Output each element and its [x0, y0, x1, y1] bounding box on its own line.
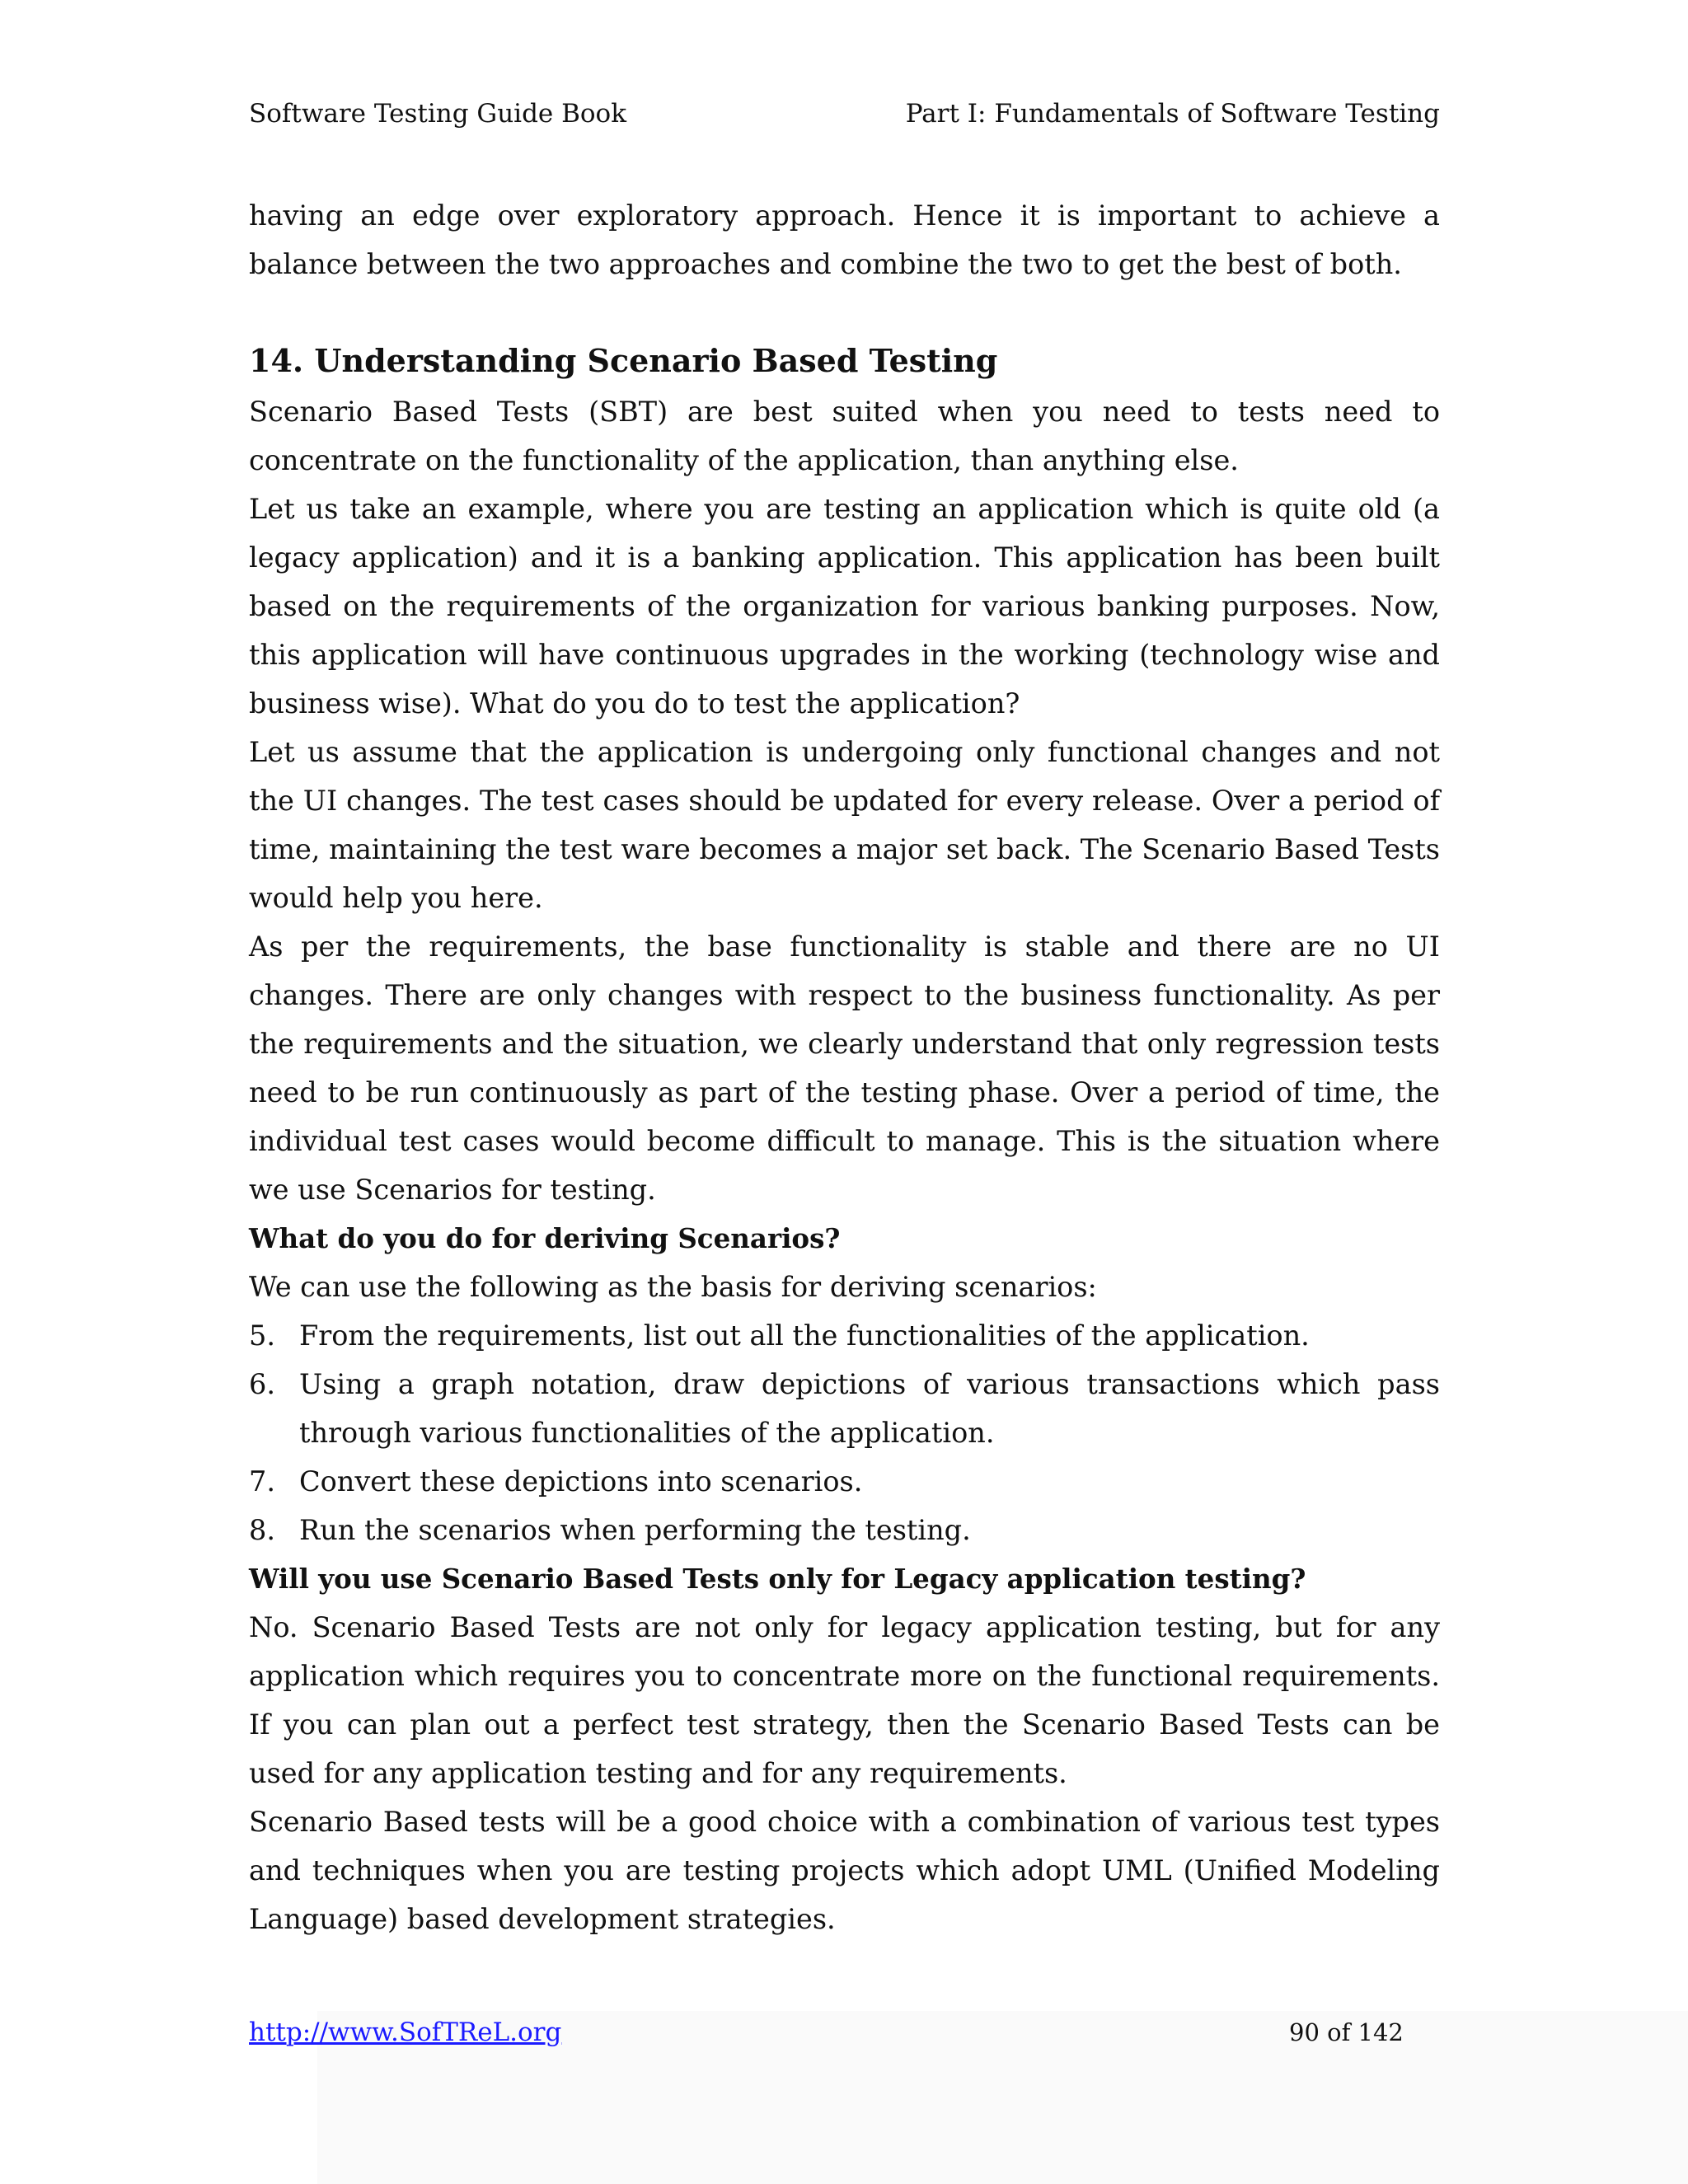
list-item — [249, 1457, 1440, 1506]
body-paragraph: Scenario Based Tests (SBT) are best suited when you need to tests need to concentrate on the functionality of the application, than anything else. — [249, 396, 1440, 476]
question-heading: What do you do for deriving Scenarios? — [249, 1222, 841, 1254]
list-intro: We can use the following as the basis for deriving scenarios: — [249, 1271, 1097, 1303]
body-paragraph: No. Scenario Based Tests are not only for legacy application testing, but for any application which requires you to concentrate more on the functional requirements. If you can plan out a perfect test strategy, then the Scenario Based Tests can be used for any application testing and for any requirements. — [249, 1611, 1440, 1789]
header-book-title: Software Testing Guide Book — [249, 99, 627, 129]
list-item — [249, 1360, 1440, 1457]
list-number: 7. — [249, 1465, 275, 1497]
body-paragraph: As per the requirements, the base functionality is stable and there are no UI changes. There are only changes with respect to the business functionality. As per the requirements and the situation, we clearly understand that only regression tests need to be run continuously as part of the testing phase. Over a period of time, the individual test cases would become difficult to manage. This is the situation where we use Scenarios for testing. — [249, 930, 1440, 1206]
footer-page-number: 90 of 142 — [1289, 2018, 1404, 2046]
list-item — [249, 1506, 1440, 1554]
list-number: 8. — [249, 1514, 275, 1546]
question-heading: Will you use Scenario Based Tests only for Legacy application testing? — [249, 1563, 1306, 1595]
list-text: Run the scenarios when performing the testing. — [299, 1514, 971, 1546]
intro-paragraph: having an edge over exploratory approach. Hence it is important to achieve a balance between the two approaches and combine the two to get the best of both. — [249, 199, 1440, 280]
footer-website-link[interactable]: http://www.SofTReL.org — [249, 2018, 562, 2047]
scenario-steps-list — [249, 1311, 1440, 1554]
list-number: 5. — [249, 1319, 275, 1352]
body-paragraph: Let us take an example, where you are testing an application which is quite old (a legacy application) and it is a banking application. This application has been built based on the requirements of the organization for various banking purposes. Now, this application will have continuous upgrades in the working (technology wise and business wise). What do you do to test the application? — [249, 493, 1440, 719]
header-part-title: Part I: Fundamentals of Software Testing — [905, 99, 1440, 129]
page-content — [249, 191, 1440, 1943]
page-header — [249, 97, 1440, 130]
list-text: From the requirements, list out all the functionalities of the application. — [299, 1319, 1310, 1352]
list-item — [249, 1311, 1440, 1360]
list-text: Convert these depictions into scenarios. — [299, 1465, 863, 1497]
list-text: Using a graph notation, draw depictions of various transactions which pass through various functionalities of the application. — [299, 1368, 1440, 1449]
section-heading: 14. Understanding Scenario Based Testing — [249, 342, 998, 379]
body-paragraph: Scenario Based tests will be a good choice with a combination of various test types and techniques when you are testing projects which adopt UML (Unified Modeling Language) based development strategies. — [249, 1806, 1440, 1935]
list-number: 6. — [249, 1368, 275, 1400]
body-paragraph: Let us assume that the application is undergoing only functional changes and not the UI changes. The test cases should be updated for every release. Over a period of time, maintaining the test ware becomes a major set back. The Scenario Based Tests would help you here. — [249, 736, 1440, 914]
